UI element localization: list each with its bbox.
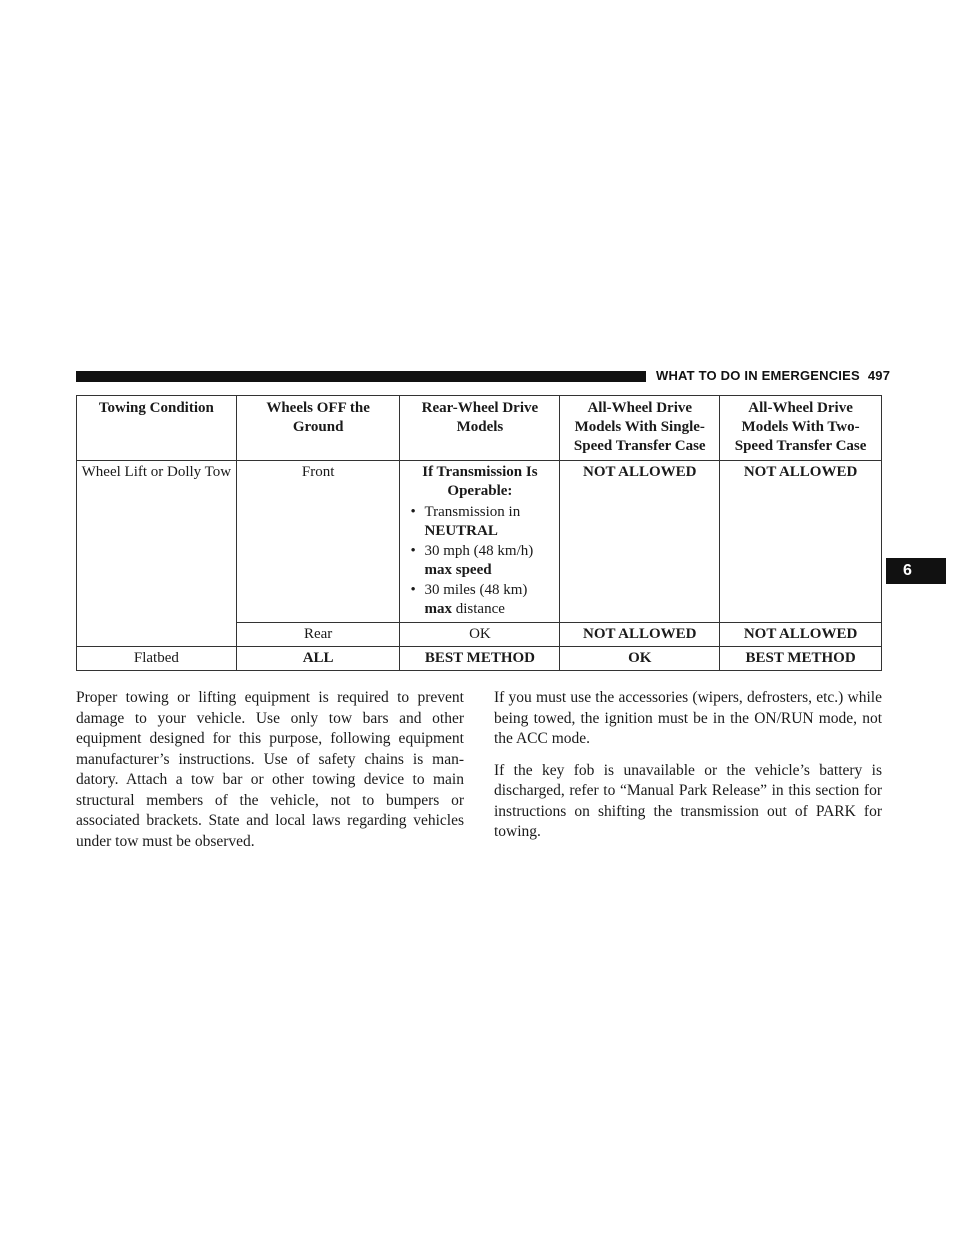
cell-condition-wheel-lift: Wheel Lift or Dolly Tow — [77, 461, 237, 647]
header-awd-single: All-Wheel Drive Models With Single-Speed Transfer Case — [560, 396, 720, 461]
list-item: • 30 miles (48 km) max distance — [410, 581, 555, 619]
cell-awd-two-rear: NOT ALLOWED — [720, 623, 882, 647]
header-wheels-off: Wheels OFF the Ground — [236, 396, 400, 461]
chapter-tab[interactable]: 6 — [886, 558, 946, 584]
cell-rwd-flatbed: BEST METHOD — [400, 647, 560, 671]
cell-awd-two-flatbed: BEST METHOD — [720, 647, 882, 671]
right-column — [494, 688, 882, 854]
cell-wheels-all: ALL — [236, 647, 400, 671]
header-rule — [76, 371, 646, 382]
table-row — [77, 647, 882, 671]
table-header-row — [77, 396, 882, 461]
cell-wheels-front: Front — [236, 461, 400, 623]
rwd-front-title: If Transmission Is Operable: — [422, 464, 538, 499]
list-item: • Transmission in NEUTRAL — [410, 503, 555, 541]
cell-awd-single-front: NOT ALLOWED — [560, 461, 720, 623]
right-paragraph-2: If the key fob is unavailable or the vehicle’s battery is discharged, refer to “Manual Park Release” in this section for instructions on shifting the transmission out of PARK for towing. — [494, 761, 882, 840]
page-number: 497 — [867, 368, 891, 383]
table-row — [77, 461, 882, 623]
cell-rwd-front — [400, 461, 560, 623]
towing-table — [76, 395, 882, 671]
header-awd-two: All-Wheel Drive Models With Two-Speed Transfer Case — [720, 396, 882, 461]
left-paragraph: Proper towing or lifting equipment is required to prevent damage to your vehicle. Use only tow bars and other equipment designed for this purpose, following equipment manufacturer’s instructions. Use of safety chains is man-datory. Attach a tow bar or other towing device to main structural members of the vehicle, not to bumpers or associated brackets. State and local laws regarding vehicles under tow must be observed. — [76, 689, 464, 850]
right-paragraph-1: If you must use the accessories (wipers, defrosters, etc.) while being towed, the ignition must be in the ON/RUN mode, not the ACC mode. — [494, 689, 882, 747]
rwd-front-list — [404, 503, 555, 619]
cell-condition-flatbed: Flatbed — [77, 647, 237, 671]
header-rwd: Rear-Wheel Drive Models — [400, 396, 560, 461]
cell-awd-single-flatbed: OK — [560, 647, 720, 671]
cell-awd-single-rear: NOT ALLOWED — [560, 623, 720, 647]
cell-wheels-rear: Rear — [236, 623, 400, 647]
section-title: WHAT TO DO IN EMERGENCIES — [656, 368, 860, 383]
cell-rwd-rear: OK — [400, 623, 560, 647]
header-towing-condition: Towing Condition — [77, 396, 237, 461]
cell-awd-two-front: NOT ALLOWED — [720, 461, 882, 623]
running-header — [656, 368, 890, 383]
list-item: • 30 mph (48 km/h) max speed — [410, 542, 555, 580]
